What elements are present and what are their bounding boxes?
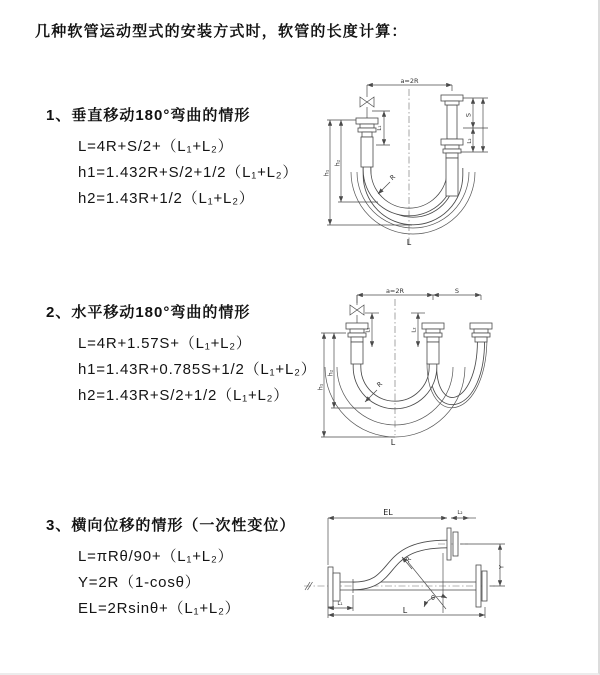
diagram-lateral-displacement (300, 505, 520, 645)
dim-label-y: Y (497, 565, 506, 569)
dim-label-s: S (454, 287, 460, 295)
diagram-vertical-180-bend (320, 75, 505, 255)
dim-label-h1: h₁ (322, 169, 331, 177)
radius-label: R (388, 172, 398, 182)
length-label: L (406, 238, 412, 247)
dim-label-s: S (464, 112, 473, 118)
hose-u-bend-positions (325, 337, 487, 437)
formula-Y: Y=2R（1-cosθ） (78, 574, 201, 591)
length-label: L (402, 606, 408, 615)
section-vertical-180 (46, 106, 298, 212)
dim-label-el: EL (383, 508, 393, 517)
diagram-horizontal-180-bend (315, 285, 500, 450)
pipe-fitting-right (470, 323, 492, 342)
page-title: 几种软管运动型式的安装方式时，软管的长度计算： (35, 23, 408, 40)
dim-label-l1: L₁ (377, 125, 383, 131)
dim-label-l2: L₂ (411, 327, 418, 333)
angle-label: θ (431, 594, 435, 602)
valve-icon (350, 305, 364, 315)
pipe-fitting-left (356, 118, 378, 167)
braided-hose-section (361, 137, 373, 167)
dim-label-h1: h₁ (316, 383, 325, 391)
radius-label: R (404, 555, 414, 565)
angle-construction (408, 553, 447, 613)
section-heading: 3、横向位移的情形（一次性变位） (46, 517, 296, 534)
pipe-fitting-middle (422, 323, 444, 364)
section-lateral-displacement (46, 516, 295, 622)
section-heading: 2、水平移动180°弯曲的情形 (46, 304, 251, 321)
length-label: L (390, 438, 396, 447)
section-heading: 1、垂直移动180°弯曲的情形 (46, 107, 251, 124)
formula-L: L=πRθ/90+（L₁+L₂） (78, 548, 234, 565)
formula-L: L=4R+S/2+（L₁+L₂） (78, 138, 234, 155)
formula-EL: EL=2Rsinθ+（L₁+L₂） (78, 600, 241, 617)
dim-label-l2: L₂ (457, 510, 463, 516)
formula-L: L=4R+1.57S+（L₁+L₂） (78, 335, 252, 352)
section-horizontal-180 (46, 303, 317, 409)
dim-label-l1: L₁ (365, 327, 372, 333)
radius-label: R (375, 379, 385, 389)
formula-h1: h1=1.43R+0.785S+1/2（L₁+L₂） (78, 361, 317, 378)
dim-label-h2: h₂ (333, 159, 342, 167)
valve-icon (360, 97, 374, 107)
formula-h2: h2=1.43R+S/2+1/2（L₁+L₂） (78, 387, 290, 404)
braided-hose-section (427, 342, 439, 364)
dim-label-l2: L₂ (467, 138, 473, 144)
dim-label-l1: L₁ (337, 601, 343, 607)
braided-hose-section (446, 158, 458, 196)
dim-label-h2: h₂ (326, 369, 335, 377)
dim-label-a2r: a=2R (400, 77, 419, 85)
dimensions (327, 85, 488, 225)
braided-hose-section (351, 342, 363, 364)
formula-h1: h1=1.432R+S/2+1/2（L₁+L₂） (78, 164, 299, 181)
hose-displaced-position (353, 544, 447, 586)
formula-h2: h2=1.43R+1/2（L₁+L₂） (78, 190, 255, 207)
dim-label-a2r: a=2R (385, 287, 405, 295)
